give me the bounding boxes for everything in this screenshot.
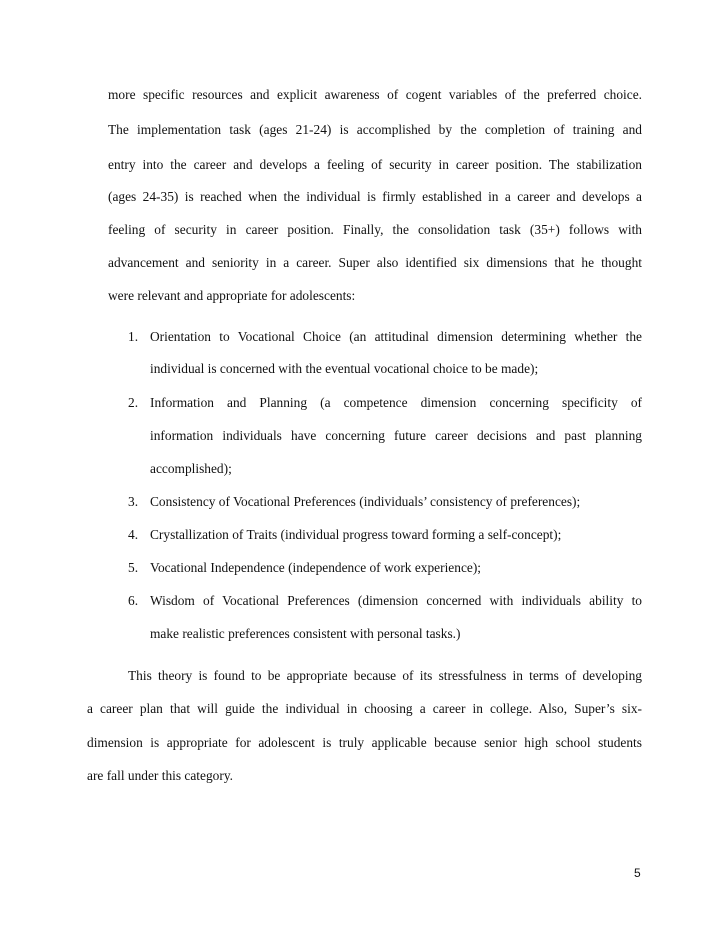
- page-number: 5: [634, 866, 641, 880]
- intro-line: advancement and seniority in a career. Super also identified six dimensions that he thought: [108, 255, 642, 270]
- intro-line: (ages 24-35) is reached when the individual is firmly established in a career and develops a: [108, 189, 642, 204]
- list-number: 2.: [128, 395, 139, 410]
- intro-line: entry into the career and develops a feeling of security in career position. The stabilization: [108, 157, 642, 172]
- closing-line: dimension is appropriate for adolescent is truly applicable because senior high school students: [87, 735, 642, 750]
- list-item-line: Wisdom of Vocational Preferences (dimension concerned with individuals ability to: [150, 593, 642, 608]
- list-item-line: Crystallization of Traits (individual progress toward forming a self-concept);: [150, 527, 562, 542]
- list-item-line: information individuals have concerning future career decisions and past planning: [150, 428, 642, 443]
- closing-line: are fall under this category.: [87, 768, 233, 783]
- list-item-line: Information and Planning (a competence dimension concerning specificity of: [150, 395, 642, 410]
- list-number: 1.: [128, 329, 139, 344]
- closing-line: This theory is found to be appropriate because of its stressfulness in terms of developing: [128, 668, 642, 683]
- list-number: 3.: [128, 494, 139, 509]
- intro-line: The implementation task (ages 21-24) is accomplished by the completion of training and: [108, 122, 642, 137]
- list-item-line: Consistency of Vocational Preferences (individuals’ consistency of preferences);: [150, 494, 581, 509]
- list-number: 6.: [128, 593, 139, 608]
- list-item-line: Vocational Independence (independence of work experience);: [150, 560, 482, 575]
- intro-line: more specific resources and explicit awareness of cogent variables of the preferred choice.: [108, 87, 642, 102]
- intro-line: feeling of security in career position. Finally, the consolidation task (35+) follows with: [108, 222, 642, 237]
- list-item-line: accomplished);: [150, 461, 232, 476]
- closing-line: a career plan that will guide the individual in choosing a career in college. Also, Super’s six-: [87, 701, 642, 716]
- list-item-line: individual is concerned with the eventual vocational choice to be made);: [150, 361, 539, 376]
- list-number: 4.: [128, 527, 139, 542]
- list-item-line: Orientation to Vocational Choice (an attitudinal dimension determining whether the: [150, 329, 642, 344]
- list-item-line: make realistic preferences consistent with personal tasks.): [150, 626, 461, 641]
- list-number: 5.: [128, 560, 139, 575]
- intro-line: were relevant and appropriate for adolescents:: [108, 288, 356, 303]
